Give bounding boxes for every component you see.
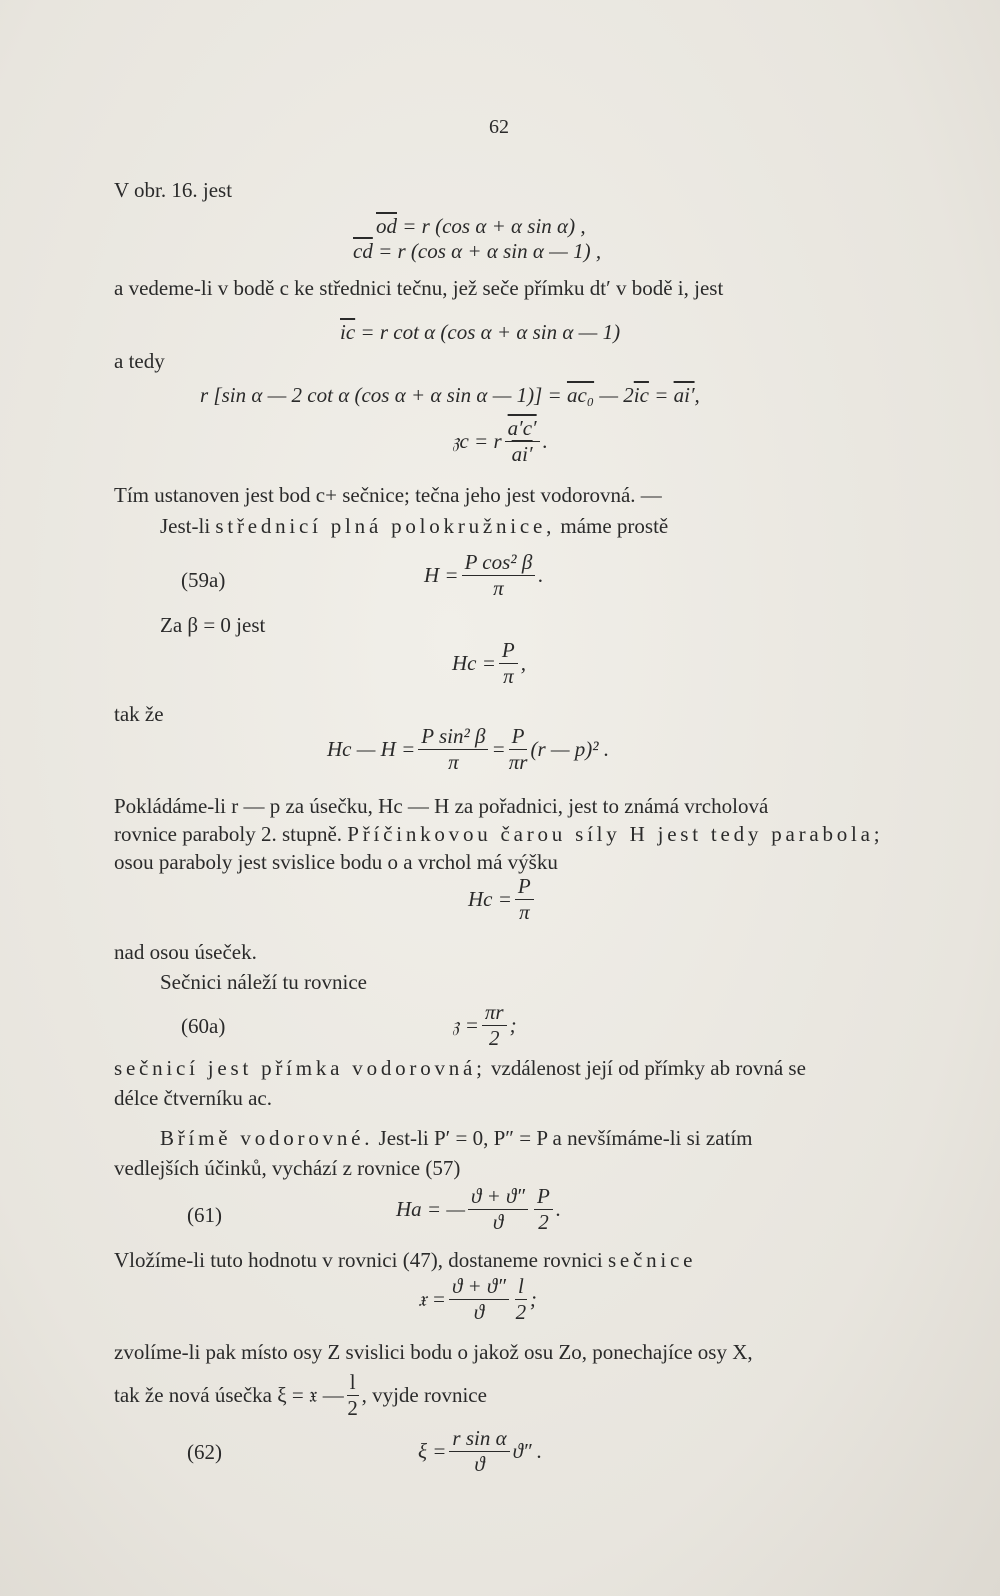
equation-label-59a: (59a) bbox=[181, 568, 226, 592]
paragraph-line: Jest-li střednicí plná polokružnice, máme prostě bbox=[160, 514, 669, 538]
intro-text: V obr. 16. jest bbox=[114, 178, 233, 202]
equation-zc: 𝔷c = r $\frac{a'c'}{ai'}$ . bbox=[452, 416, 548, 466]
equation-62: ξ = $\frac{\text{r sin α}}{ϑ}$ ϑ″ . bbox=[418, 1426, 543, 1476]
equation-ic: $\overline{ic} = r$ cot α (cos α + α sin α — 1) bbox=[340, 320, 621, 344]
paragraph-line: tak že nová úsečka ξ = 𝔵 — $\frac{l}{2}$ , vyjde rovnice bbox=[114, 1370, 487, 1420]
page-number: 62 bbox=[489, 116, 509, 138]
paragraph-line: Tím ustanoven jest bod c+ sečnice; tečna jeho jest vodorovná. — bbox=[114, 483, 662, 507]
equation-label-60a: (60a) bbox=[181, 1014, 226, 1038]
equation-x: 𝔵 = $\frac{ϑ + ϑ''}{ϑ}$ $\frac{l}{2}$ ; bbox=[418, 1274, 537, 1324]
paragraph-line: nad osou úseček. bbox=[114, 940, 257, 964]
paragraph-line: Sečnici náleží tu rovnice bbox=[160, 970, 367, 994]
a-tedy-text: a tedy bbox=[114, 349, 165, 373]
equation-hc-2: Hc = $\frac{P}{\pi}$ bbox=[468, 876, 537, 923]
equation-od: $\overline{od} = r$ (cos α + α sin α) , bbox=[376, 214, 586, 238]
paragraph-line: zvolíme-li pak místo osy Z svislici bodu o jakož osu Zo, ponechajíce osy X, bbox=[114, 1340, 753, 1364]
equation-cd: $\overline{cd} = r$ (cos α + α sin α — 1) , bbox=[353, 239, 602, 263]
paragraph-line: rovnice paraboly 2. stupně. Příčinkovou čarou síly H jest tedy parabola; bbox=[114, 822, 884, 846]
equation-hc-h: Hc — H = $\frac{\text{P sin² β}}{\pi}$ = $\frac{P}{\pi r}$ (r — p)² . bbox=[327, 724, 610, 774]
paragraph-line: Za β = 0 jest bbox=[160, 613, 266, 637]
equation-sin: r [sin α — 2 cot α (cos α + α sin α — 1)] = ac₀ — $2\overline{ic} = ai'$, bbox=[200, 383, 700, 407]
paragraph-line: Pokládáme-li r — p za úsečku, Hc — H za pořadnici, jest to známá vrcholová bbox=[114, 794, 769, 818]
tak-ze-text: tak že bbox=[114, 702, 164, 726]
paragraph-line: vedlejších účinků, vychází z rovnice (57) bbox=[114, 1156, 461, 1180]
equation-60a: 𝔷 = $\frac{\pi r}{2}$ ; bbox=[452, 1000, 517, 1050]
paragraph-line: sečnicí jest přímka vodorovná; vzdálenost její od přímky ab rovná se bbox=[114, 1056, 806, 1080]
equation-hc: Hc = $\frac{P}{\pi}$ , bbox=[452, 638, 526, 688]
equation-61: Ha = — $\frac{ϑ + ϑ''}{ϑ}$ $\frac{P}{2}$ . bbox=[396, 1184, 562, 1234]
paragraph-line: Břímě vodorovné. Jest-li P′ = 0, P″ = P a nevšímáme-li si zatím bbox=[160, 1126, 753, 1150]
paragraph-line: délce čtverníku ac. bbox=[114, 1086, 272, 1110]
equation-label-61: (61) bbox=[187, 1203, 222, 1227]
paragraph-line: osou paraboly jest svislice bodu o a vrchol má výšku bbox=[114, 850, 558, 874]
equation-59a: H = $\frac{\text{P cos² β}}{\pi}$ . bbox=[424, 550, 544, 600]
paragraph-line: Vložíme-li tuto hodnotu v rovnici (47), dostaneme rovnici sečnice bbox=[114, 1248, 697, 1272]
equation-label-62: (62) bbox=[187, 1440, 222, 1464]
paragraph-line: a vedeme-li v bodě c ke střednici tečnu, jež seče přímku dt′ v bodě i, jest bbox=[114, 276, 724, 300]
